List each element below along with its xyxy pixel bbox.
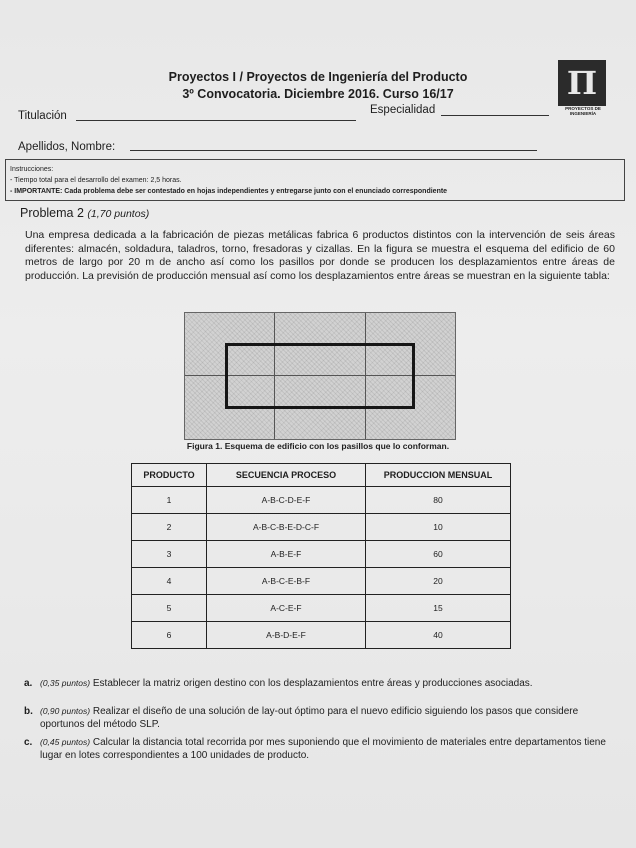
instructions-heading: Instrucciones: [10, 166, 54, 173]
production-cell: 60 [366, 541, 511, 568]
product-cell: 3 [132, 541, 207, 568]
product-cell: 5 [132, 595, 207, 622]
problem-heading [20, 206, 149, 220]
question-c [24, 736, 610, 762]
production-cell: 10 [366, 514, 511, 541]
exam-subtitle: 3º Convocatoria. Diciembre 2016. Curso 16/17 [182, 87, 454, 101]
product-cell: 6 [132, 622, 207, 649]
question-letter: c. [24, 737, 33, 748]
column-header: SECUENCIA PROCESO [207, 464, 366, 487]
table-row [132, 622, 511, 649]
especialidad-field[interactable] [441, 115, 549, 116]
table-row [132, 568, 511, 595]
production-table [131, 463, 511, 649]
sequence-cell: A-B-D-E-F [207, 622, 366, 649]
question-points: (0,35 puntos) [40, 678, 91, 688]
building-outline [225, 343, 415, 409]
titulacion-field[interactable] [76, 120, 356, 121]
production-cell: 40 [366, 622, 511, 649]
building-layout-figure [184, 312, 456, 440]
exam-title: Proyectos I / Proyectos de Ingeniería del Producto [168, 70, 468, 84]
question-a [24, 677, 610, 690]
apellidos-field[interactable] [130, 150, 537, 151]
titulacion-label: Titulación [18, 110, 67, 122]
question-b [24, 705, 610, 731]
apellidos-label: Apellidos, Nombre: [18, 141, 116, 153]
table-row [132, 514, 511, 541]
instructions-line-1: - Tiempo total para el desarrollo del examen: 2,5 horas. [10, 177, 182, 184]
problem-points: (1,70 puntos) [87, 208, 150, 220]
table-row [132, 487, 511, 514]
table-row [132, 541, 511, 568]
table-header-row [132, 464, 511, 487]
especialidad-label: Especialidad [370, 104, 436, 116]
question-text: Realizar el diseño de una solución de lay-out óptimo para el nuevo edificio siguiendo los pasos que considere oportunos del método SLP. [40, 706, 579, 730]
production-cell: 80 [366, 487, 511, 514]
column-header: PRODUCCION MENSUAL [366, 464, 511, 487]
column-header: PRODUCTO [132, 464, 207, 487]
problem-title: Problema 2 [20, 206, 84, 220]
figure-caption: Figura 1. Esquema de edificio con los pasillos que lo conforman. [186, 441, 450, 451]
product-cell: 2 [132, 514, 207, 541]
sequence-cell: A-C-E-F [207, 595, 366, 622]
sequence-cell: A-B-C-D-E-F [207, 487, 366, 514]
problem-statement: Una empresa dedicada a la fabricación de piezas metálicas fabrica 6 productos distintos con la intervención de seis áreas diferentes: almacén, soldadura, taladros, torno, fresadoras y cizallas. En la figura se muestra el esquema del edificio de 60 metros de largo por 20 m de ancho así como los pasillos por donde se producen los desplazamientos entre áreas de producción. La previsión de producción mensual así como los desplazamientos entre áreas se muestran en la siguiente tabla: [25, 229, 615, 282]
question-letter: a. [24, 678, 33, 689]
product-cell: 4 [132, 568, 207, 595]
production-cell: 15 [366, 595, 511, 622]
question-text: Calcular la distancia total recorrida por mes suponiendo que el movimiento de materiales entre departamentos tiene lugar en lotes correspondientes a 100 unidades de producto. [40, 737, 606, 761]
product-cell: 1 [132, 487, 207, 514]
production-cell: 20 [366, 568, 511, 595]
sequence-cell: A-B-E-F [207, 541, 366, 568]
question-points: (0,90 puntos) [40, 706, 91, 716]
instructions-line-2: - IMPORTANTE: Cada problema debe ser contestado en hojas independientes y entregarse junto con el enunciado correspondiente [10, 188, 448, 195]
university-logo-icon: Π [558, 60, 606, 106]
question-points: (0,45 puntos) [40, 737, 91, 747]
table-row [132, 595, 511, 622]
question-letter: b. [24, 706, 33, 717]
question-text: Establecer la matriz origen destino con los desplazamientos entre áreas y producciones asociadas. [92, 678, 533, 689]
sequence-cell: A-B-C-E-B-F [207, 568, 366, 595]
sequence-cell: A-B-C-B-E-D-C-F [207, 514, 366, 541]
logo-caption: PROYECTOS DE INGENIERÍA [565, 106, 601, 116]
